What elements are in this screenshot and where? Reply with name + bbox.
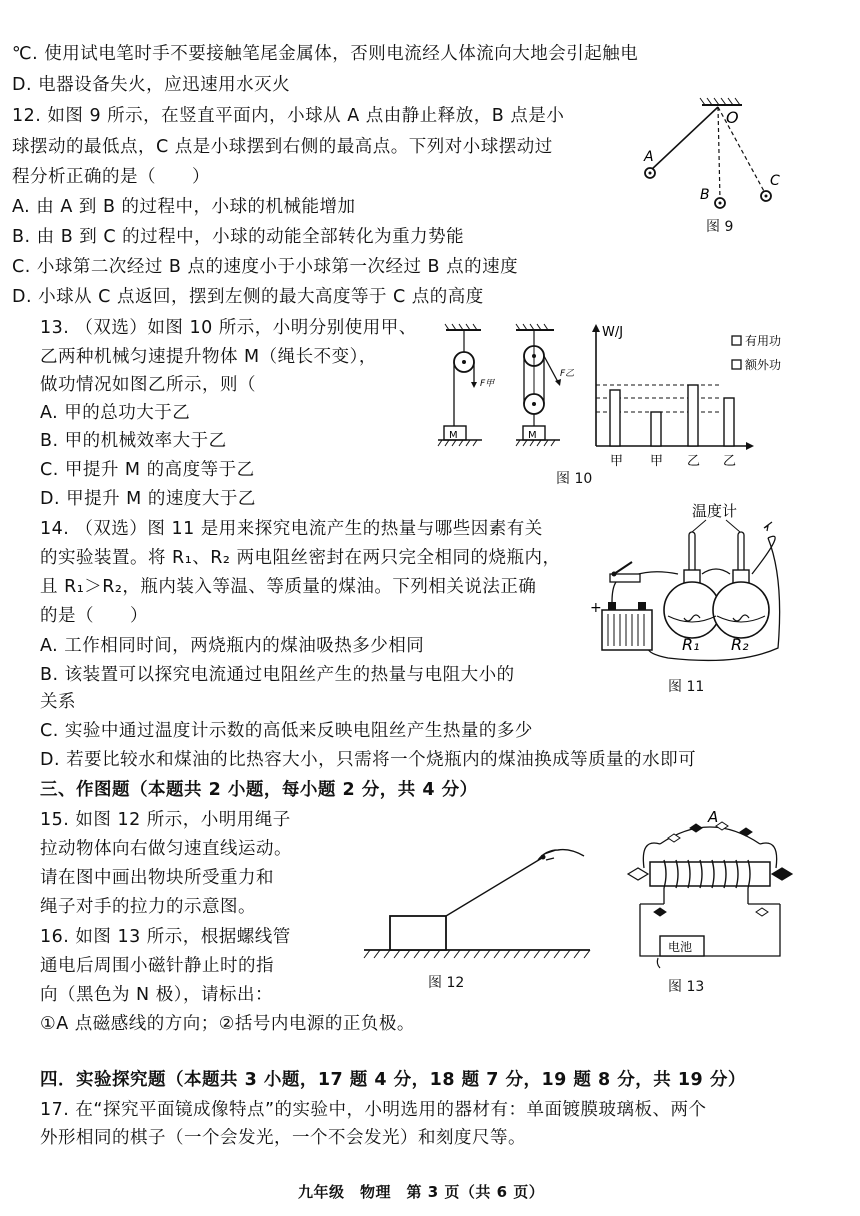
fig10-mass-jia: M: [449, 430, 458, 441]
fig11-thermometer-label: 温度计: [692, 502, 738, 520]
figure-11-circuit: [588, 498, 803, 668]
fig11-r2-label: R₂: [731, 635, 749, 654]
fig9-label-c: C: [770, 173, 780, 189]
section-3-heading: 三、作图题（本题共 2 小题，每小题 2 分，共 4 分）: [40, 780, 478, 800]
figure-12-block-rope: [360, 838, 600, 968]
q17-stem-2: 外形相同的棋子（一个会发光，一个不会发光）和刻度尺等。: [40, 1128, 526, 1148]
fig10-force-yi: F乙: [560, 369, 575, 379]
q14-stem-3: 且 R₁＞R₂，瓶内装入等温、等质量的煤油。下列相关说法正确: [40, 577, 537, 597]
q15-stem-4: 绳子对手的拉力的示意图。: [40, 897, 256, 917]
figure-10-pulleys: [436, 322, 581, 457]
q14-stem-4: 的是（ ）: [40, 606, 148, 626]
q13-option-d: D. 甲提升 M 的速度大于乙: [40, 489, 256, 509]
fig13-power-label: 电池: [668, 940, 693, 954]
figure-13-caption: 图 13: [668, 979, 705, 995]
option-d-line: D. 电器设备失火，应迅速用水灭火: [12, 75, 291, 95]
fig10-mass-yi: M: [528, 430, 537, 441]
fig10-legend-useful: 有用功: [745, 334, 782, 348]
fig10-category-1: 甲: [610, 454, 624, 469]
fig9-label-a: A: [644, 149, 654, 165]
q16-stem-4: ①A 点磁感线的方向；②括号内电源的正负极。: [40, 1014, 415, 1034]
fig9-label-b: B: [700, 187, 710, 203]
q15-stem-1: 15. 如图 12 所示，小明用绳子: [40, 810, 291, 830]
q12-stem-1: 12. 如图 9 所示，在竖直平面内，小球从 A 点由静止释放，B 点是小: [12, 106, 565, 126]
q13-stem-3: 做功情况如图乙所示，则（: [40, 375, 256, 395]
q13-option-b: B. 甲的机械效率大于乙: [40, 431, 227, 451]
q14-option-b-2: 关系: [40, 692, 76, 712]
fig10-category-2: 甲: [650, 454, 664, 469]
figure-10-work-chart: [590, 322, 800, 472]
figure-10-caption: 图 10: [556, 471, 593, 487]
q13-stem-1: 13. （双选）如图 10 所示，小明分别使用甲、: [40, 318, 417, 338]
q12-stem-2: 球摆动的最低点，C 点是小球摆到右侧的最高点。下列对小球摆动过: [12, 137, 553, 157]
fig11-plus-sign: +: [590, 600, 602, 616]
q12-option-b: B. 由 B 到 C 的过程中，小球的动能全部转化为重力势能: [12, 227, 465, 247]
fig10-axis-label: W/J: [602, 325, 624, 340]
q14-stem-1: 14. （双选）图 11 是用来探究电流产生的热量与哪些因素有关: [40, 519, 543, 539]
q12-option-c: C. 小球第二次经过 B 点的速度小于小球第一次经过 B 点的速度: [12, 257, 519, 277]
option-c-line: ℃. 使用试电笔时手不要接触笔尾金属体，否则电流经人体流向大地会引起触电: [12, 44, 639, 64]
q12-stem-3: 程分析正确的是（ ）: [12, 167, 210, 187]
q15-stem-3: 请在图中画出物块所受重力和: [40, 868, 274, 888]
fig10-force-jia: F甲: [480, 379, 495, 389]
fig13-label-a: A: [708, 808, 719, 826]
figure-11-caption: 图 11: [668, 679, 705, 695]
q14-option-b-1: B. 该装置可以探究电流通过电阻丝产生的热量与电阻大小的: [40, 665, 515, 685]
figure-13-solenoid: [620, 808, 805, 968]
q16-stem-1: 16. 如图 13 所示，根据螺线管: [40, 927, 291, 947]
q16-stem-3: 向（黑色为 N 极），请标出：: [40, 985, 273, 1005]
q13-stem-2: 乙两种机械匀速提升物体 M（绳长不变），: [40, 347, 377, 367]
fig10-legend-extra: 额外功: [745, 358, 782, 372]
fig9-label-o: O: [726, 108, 739, 127]
q17-stem-1: 17. 在“探究平面镜成像特点”的实验中，小明选用的器材有：单面镀膜玻璃板、两个: [40, 1100, 707, 1120]
q12-option-a: A. 由 A 到 B 的过程中，小球的机械能增加: [12, 197, 356, 217]
fig11-r1-label: R₁: [682, 635, 700, 654]
fig10-category-4: 乙: [723, 454, 737, 469]
q14-option-d: D. 若要比较水和煤油的比热容大小，只需将一个烧瓶内的煤油换成等质量的水即可: [40, 750, 697, 770]
q12-option-d: D. 小球从 C 点返回，摆到左侧的最大高度等于 C 点的高度: [12, 287, 484, 307]
q15-stem-2: 拉动物体向右做匀速直线运动。: [40, 839, 292, 859]
q13-option-a: A. 甲的总功大于乙: [40, 403, 191, 423]
q14-stem-2: 的实验装置。将 R₁、R₂ 两电阻丝密封在两只完全相同的烧瓶内，: [40, 548, 561, 568]
section-4-heading: 四．实验探究题（本题共 3 小题，17 题 4 分，18 题 7 分，19 题 8 分，共 19 分）: [40, 1070, 746, 1090]
fig10-category-3: 乙: [687, 454, 701, 469]
figure-12-caption: 图 12: [428, 975, 465, 991]
q16-stem-2: 通电后周围小磁针静止时的指: [40, 956, 274, 976]
page-footer: 九年级 物理 第 3 页（共 6 页）: [298, 1183, 545, 1201]
q14-option-a: A. 工作相同时间，两烧瓶内的煤油吸热多少相同: [40, 636, 425, 656]
q14-option-c: C. 实验中通过温度计示数的高低来反映电阻丝产生热量的多少: [40, 721, 533, 741]
figure-9-caption: 图 9: [706, 219, 734, 235]
q13-option-c: C. 甲提升 M 的高度等于乙: [40, 460, 255, 480]
